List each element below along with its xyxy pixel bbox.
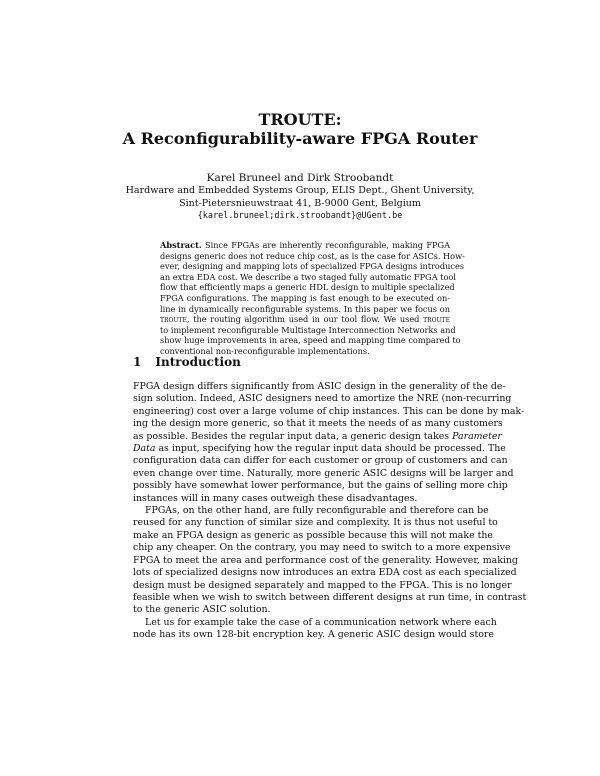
abstract-label: Abstract. bbox=[160, 240, 202, 250]
body-line bbox=[133, 443, 506, 455]
affiliation-line1: Hardware and Embedded Systems Group, ELIS Dept., Ghent University, bbox=[125, 185, 475, 196]
abstract-line: to implement reconfigurable Multistage Interconnection Networks and bbox=[160, 324, 456, 335]
body-line: engineering) cost over a large volume of chip instances. This can be done by mak- bbox=[133, 405, 525, 417]
body-line-5-text: as possible. Besides the regular input data, a generic design takes bbox=[133, 430, 450, 442]
body-line: instances will in many cases outweigh these disadvantages. bbox=[133, 492, 418, 504]
affiliation-line2: Sint-Pietersnieuwstraat 41, B-9000 Gent, Belgium bbox=[179, 198, 421, 209]
body-line: FPGAs, on the other hand, are fully reconfigurable and therefore can be bbox=[145, 505, 489, 517]
abstract bbox=[160, 240, 465, 357]
body-line: node has its own 128-bit encryption key. A generic ASIC design would store bbox=[133, 629, 494, 641]
parameter-italic: Parameter bbox=[452, 430, 502, 442]
body-line: ing the design more generic, so that it meets the needs of as many customers bbox=[133, 418, 503, 430]
body-line: design must be designed separately and mapped to the FPGA. This is no longer bbox=[133, 579, 512, 591]
body-line: sign solution. Indeed, ASIC designers need to amortize the NRE (non-recurring bbox=[133, 393, 512, 405]
body-line-6-rest: as input, specifying how the regular input data should be processed. The bbox=[155, 443, 506, 455]
abstract-line: line in dynamically reconfigurable systems. In this paper we focus on bbox=[160, 303, 450, 314]
body-line: feasible when we wish to switch between different designs at run time, in contrast bbox=[133, 591, 527, 603]
paper-title-line2: A Reconfigurability-aware FPGA Router bbox=[122, 129, 478, 148]
section-heading bbox=[133, 355, 241, 369]
abstract-line: show huge improvements in area, speed and mapping time compared to bbox=[160, 335, 461, 346]
body-line: chip any cheaper. On the contrary, you may need to switch to a more expensive bbox=[133, 542, 511, 554]
abstract-line-1-text: Since FPGAs are inherently reconfigurable, making FPGA bbox=[201, 240, 450, 250]
abstract-line: flow that efficiently maps a generic HDL design to multiple specialized bbox=[160, 282, 455, 293]
body-line: make an FPGA design as generic as possible because this will not make the bbox=[133, 529, 493, 541]
abstract-line bbox=[160, 240, 450, 251]
body-line: reused for any function of similar size and complexity. It is thus not useful to bbox=[133, 517, 498, 529]
body-line: FPGA to meet the area and performance cost of the generality. However, making bbox=[133, 554, 518, 566]
body-line: FPGA design differs significantly from ASIC design in the generality of the de- bbox=[133, 381, 506, 392]
section-number: 1 bbox=[133, 355, 142, 369]
troute-smallcaps: troute bbox=[423, 314, 450, 325]
body-line: lots of specialized designs now introduces an extra EDA cost as each specialized bbox=[133, 567, 517, 579]
paper-title-line1: TROUTE: bbox=[258, 110, 342, 129]
abstract-line: troute, the routing algorithm used in our tool flow. We used troute bbox=[160, 314, 450, 325]
abstract-line: ever, designing and mapping lots of specialized FPGA designs introduces bbox=[160, 261, 465, 272]
authors: Karel Bruneel and Dirk Stroobandt bbox=[206, 172, 394, 184]
body-line bbox=[133, 430, 502, 443]
abstract-line: designs generic does not reduce chip cost, as is the case for ASICs. How- bbox=[160, 250, 465, 261]
section-body bbox=[133, 381, 527, 642]
abstract-line: FPGA configurations. The mapping is fast enough to be executed on- bbox=[160, 292, 450, 303]
body-line: possibly have somewhat lower performance, but the gains of selling more chip bbox=[133, 480, 508, 492]
body-line: configuration data can differ for each customer or group of customers and can bbox=[133, 455, 508, 467]
abstract-line: conventional non-reconfigurable implementations. bbox=[160, 345, 370, 356]
section-title: Introduction bbox=[155, 355, 241, 369]
body-line: to the generic ASIC solution. bbox=[133, 604, 271, 616]
data-italic: Data bbox=[133, 443, 156, 455]
body-line: Let us for example take the case of a communication network where each bbox=[145, 616, 497, 628]
abstract-line: an extra EDA cost. We describe a two staged fully automatic FPGA tool bbox=[160, 271, 456, 282]
author-emails: {karel.bruneel;dirk.stroobandt}@UGent.be bbox=[197, 211, 403, 221]
body-line: even change over time. Naturally, more generic ASIC designs will be larger and bbox=[133, 467, 514, 479]
troute-smallcaps: troute bbox=[160, 314, 187, 325]
